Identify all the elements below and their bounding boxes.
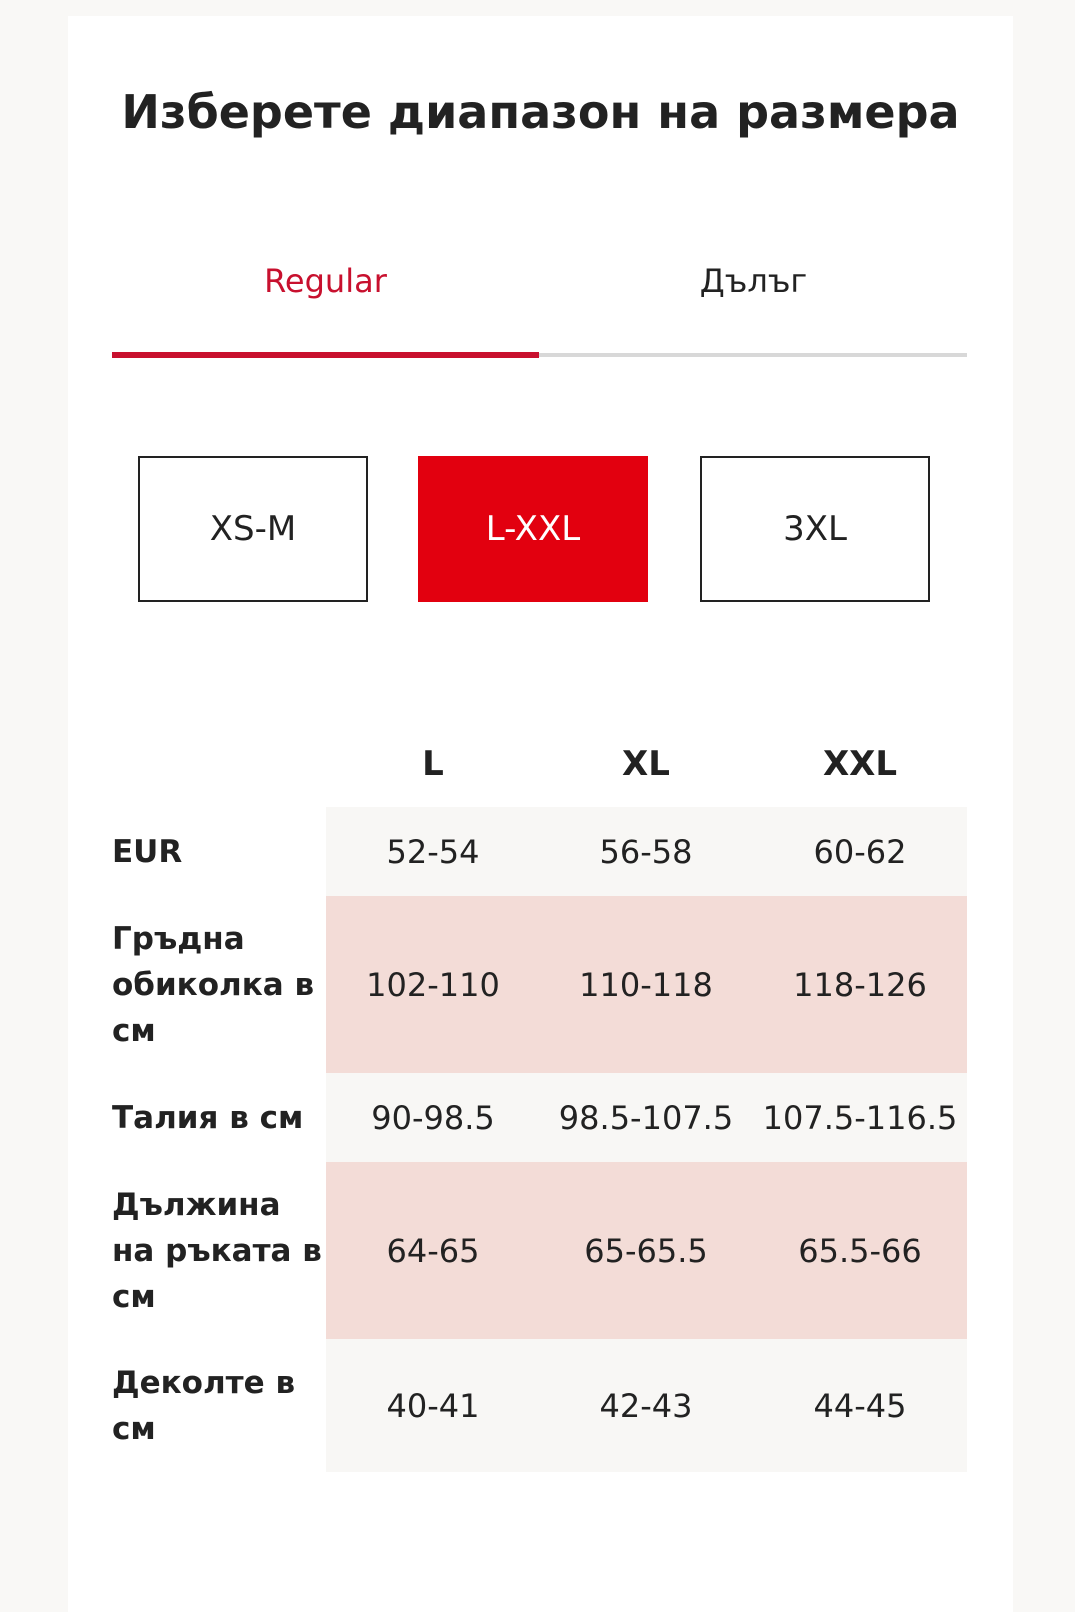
table-row-neckline [112, 1339, 967, 1472]
table-cell: 52-54 [386, 832, 480, 871]
row-cells [326, 1339, 967, 1472]
table-row-sleeve-length [112, 1162, 967, 1339]
table-cell: 90-98.5 [371, 1098, 495, 1137]
table-cell: 65-65.5 [584, 1231, 708, 1270]
size-range-3xl-button[interactable]: 3XL [700, 456, 930, 602]
active-tab-indicator [112, 352, 539, 358]
row-label: Талия в см [112, 1099, 304, 1136]
row-label: EUR [112, 833, 183, 870]
table-cell: 118-126 [793, 965, 927, 1004]
size-range-l-xxl-button[interactable]: L-XXL [418, 456, 648, 602]
row-cells [326, 896, 967, 1073]
tab-regular[interactable]: Regular [264, 262, 387, 300]
table-cell: 60-62 [813, 832, 907, 871]
column-header-xxl: XXL [822, 744, 898, 784]
tab-long[interactable]: Дълъг [699, 262, 808, 300]
column-header-xl: XL [622, 744, 670, 784]
table-header [112, 722, 967, 807]
table-cell: 110-118 [579, 965, 713, 1004]
table-cell: 102-110 [366, 965, 500, 1004]
table-cell: 64-65 [386, 1231, 480, 1270]
size-range-xs-m-button[interactable]: XS-M [138, 456, 368, 602]
table-row-eur [112, 807, 967, 896]
row-label: Гръдна обиколка в см [112, 920, 315, 1049]
row-cells [326, 1073, 967, 1162]
table-row-chest [112, 896, 967, 1073]
table-cell: 44-45 [813, 1386, 907, 1425]
fit-tabs [112, 244, 967, 360]
row-label: Дължина на ръката в см [112, 1186, 322, 1315]
row-cells [326, 1162, 967, 1339]
page-title: Изберете диапазон на размера [121, 85, 960, 139]
size-range-panel [68, 16, 1013, 1612]
table-cell: 56-58 [599, 832, 693, 871]
row-label: Деколте в см [112, 1364, 296, 1447]
size-chart-table [112, 722, 967, 1472]
table-cell: 40-41 [386, 1386, 480, 1425]
table-cell: 65.5-66 [798, 1231, 922, 1270]
table-cell: 107.5-116.5 [762, 1098, 958, 1137]
row-cells [326, 807, 967, 896]
table-row-waist [112, 1073, 967, 1162]
table-cell: 98.5-107.5 [558, 1098, 734, 1137]
table-cell: 42-43 [599, 1386, 693, 1425]
column-header-l: L [422, 744, 444, 784]
